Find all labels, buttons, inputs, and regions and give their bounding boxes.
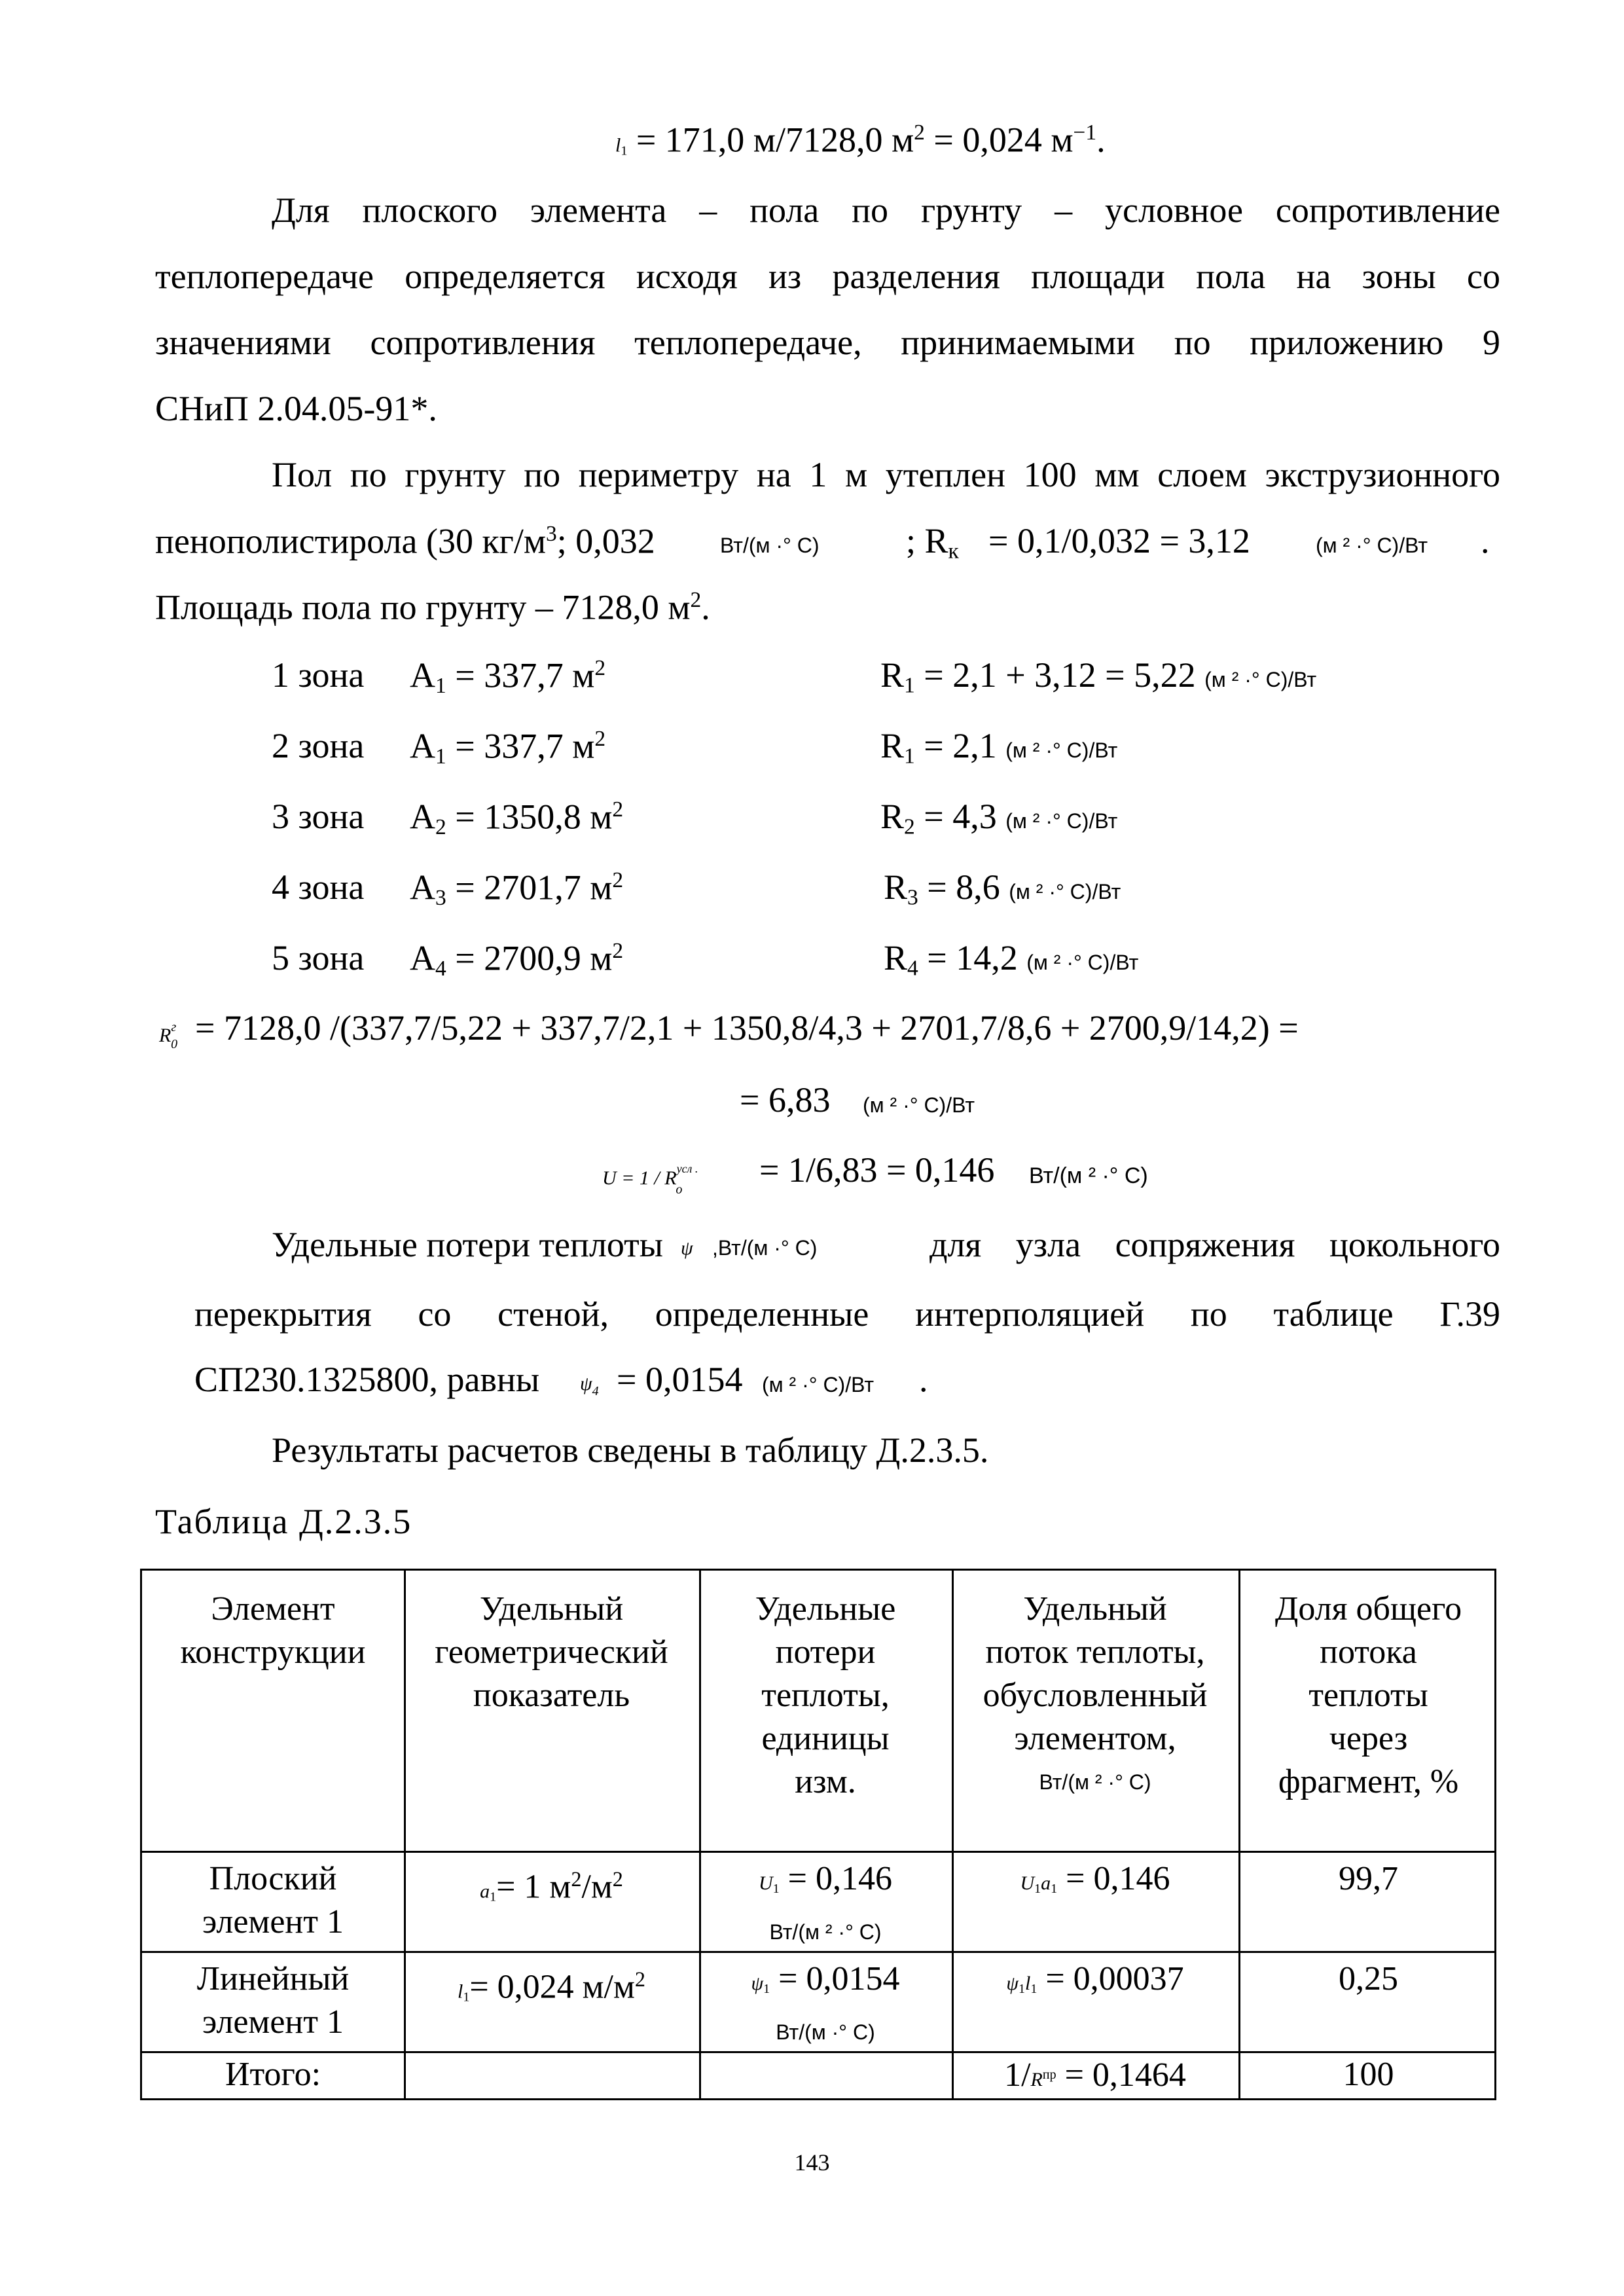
zone-area: $A_4 = 2700,9$ $м^2$ xyxy=(410,938,624,981)
zone-resistance: $R_4 = 14,2$ (м ² ·° С)/Вт xyxy=(884,938,1139,981)
para2-rk: ; $R_к$ xyxy=(906,521,959,564)
r0-formula-text: = 7128,0 /(337,7/5,22 + 337,7/2,1 + 1350,8/4,3 + 2701,7/8,6 + 2700,9/14,2) = xyxy=(195,1008,1299,1048)
para3-line1a: Удельные потери теплоты xyxy=(272,1225,664,1264)
table-caption: Таблица Д.2.3.5 xyxy=(155,1502,412,1541)
u-formula-unit: Вт/(м ² ·° С) xyxy=(1029,1163,1148,1188)
zone-resistance: $R_2 = 4,3$ (м ² ·° С)/Вт xyxy=(880,797,1118,839)
para3-psi4-value: = 0,0154 xyxy=(617,1360,743,1399)
para3-unit-group: ,Вт/(м ·° С) xyxy=(712,1236,818,1260)
u-formula-lhs: $U = 1 / R^{усл .}_o$ xyxy=(602,1162,698,1197)
row2-flow: $\psi_1l_1 = 0,00037$ xyxy=(1006,1960,1184,1997)
para3-line2: перекрытия со стеной, определенные интерполяцией по таблице Г.39 xyxy=(194,1294,1500,1334)
zone-label: 4 зона xyxy=(272,867,365,907)
header-element: Элемент конструкции xyxy=(180,1590,366,1671)
zone-resistance: $R_3 = 8,6$ (м ² ·° С)/Вт xyxy=(884,867,1121,910)
zone-label: 5 зона xyxy=(272,938,365,977)
formula-l1: $l_1 = 171,0$ м/7128,0 $м^2 = 0,024$ $м^{-1}$. xyxy=(615,120,1106,160)
header-loss: Удельные потери теплоты, единицы изм. xyxy=(755,1590,896,1800)
header-flow: Удельный поток теплоты, обусловленный элементом, Вт/(м ² ·° С) xyxy=(983,1590,1208,1794)
para2-unit-m2c: (м ² ·° С)/Вт xyxy=(1316,534,1428,557)
para3-line3a: СП230.1325800, равны xyxy=(194,1360,540,1399)
zone-area: $A_3 = 2701,7$ $м^2$ xyxy=(410,867,624,910)
row2-loss: $\psi_1 = 0,0154$ Вт/(м ·° С) xyxy=(751,1960,900,2044)
r0-result-unit: (м ² ·° С)/Вт xyxy=(863,1093,975,1117)
row2-geometric: $l_1= 0,024$ $м/м^2$ xyxy=(457,1967,646,2006)
row2-share: 0,25 xyxy=(1339,1960,1398,1997)
r0-symbol: $R^г_0$ xyxy=(159,1020,178,1051)
zone-area: $A_2 = 1350,8$ $м^2$ xyxy=(410,797,624,839)
total-label: Итого: xyxy=(225,2056,321,2093)
para2-period: . xyxy=(1481,521,1490,560)
row1-flow: $U_1a_1 = 0,146$ xyxy=(1020,1860,1170,1897)
para2-line2: пенополистирола (30 $кг/м^3$; 0,032 xyxy=(155,521,655,561)
para2-rk-value: = 0,1/0,032 = 3,12 xyxy=(988,521,1250,560)
para3-psi: ψ xyxy=(681,1237,693,1259)
para2-unit-wmc: Вт/(м ·° С) xyxy=(720,534,820,557)
header-share: Доля общего потока теплоты через фрагмент, % xyxy=(1274,1590,1462,1800)
total-flow: $1/R^{пр} = 0,1464$ xyxy=(1004,2056,1186,2094)
para2-line3: Площадь пола по грунту – 7128,0 $м^2$. xyxy=(155,587,710,627)
row1-geometric: $a_1= 1$ $м^2/м^2$ xyxy=(480,1867,623,1906)
para2-line1: Пол по грунту по периметру на 1 м утеплен 100 мм слоем экструзионного xyxy=(272,455,1500,494)
zone-resistance: $R_1 = 2,1$ (м ² ·° С)/Вт xyxy=(880,726,1118,769)
para1-line3: значениями сопротивления теплопередаче, принимаемыми по приложению 9 xyxy=(155,323,1500,362)
para3-psi4: $\psi_4$ xyxy=(580,1373,599,1398)
total-share: 100 xyxy=(1343,2056,1394,2093)
zone-area: $A_1 = 337,7$ $м^2$ xyxy=(410,655,606,698)
para3-line1c: для узла сопряжения цокольного xyxy=(929,1225,1500,1264)
table-hline-1 xyxy=(142,1851,1494,1853)
para1-line4: СНиП 2.04.05-91*. xyxy=(155,389,437,428)
zone-resistance: $R_1 = 2,1 + 3,12 = 5,22$ (м ² ·° С)/Вт xyxy=(880,655,1317,698)
para3-period: . xyxy=(919,1360,928,1399)
row1-loss: $U_1 = 0,146$ Вт/(м ² ·° С) xyxy=(759,1860,892,1944)
header-geometric: Удельный геометрический показатель xyxy=(435,1590,668,1714)
row2-element: Линейный элемент 1 xyxy=(196,1960,350,2041)
para1-line1: Для плоского элемента – пола по грунту – условное сопротивление xyxy=(272,191,1500,230)
row1-share: 99,7 xyxy=(1339,1860,1398,1897)
para3-psi4-unit: (м ² ·° С)/Вт xyxy=(762,1373,875,1396)
zone-label: 3 зона xyxy=(272,797,365,836)
para4: Результаты расчетов сведены в таблицу Д.2.3.5. xyxy=(272,1430,989,1470)
row1-element: Плоский элемент 1 xyxy=(202,1860,344,1941)
r0-result: = 6,83 xyxy=(740,1080,831,1120)
u-formula-text: = 1/6,83 = 0,146 xyxy=(759,1150,995,1190)
results-table xyxy=(140,1569,1496,2100)
zone-area: $A_1 = 337,7$ $м^2$ xyxy=(410,726,606,769)
zone-label: 2 зона xyxy=(272,726,365,765)
zone-label: 1 зона xyxy=(272,655,365,695)
page-number: 143 xyxy=(794,2149,830,2176)
para1-line2: теплопередаче определяется исходя из разделения площади пола на зоны со xyxy=(155,257,1500,296)
